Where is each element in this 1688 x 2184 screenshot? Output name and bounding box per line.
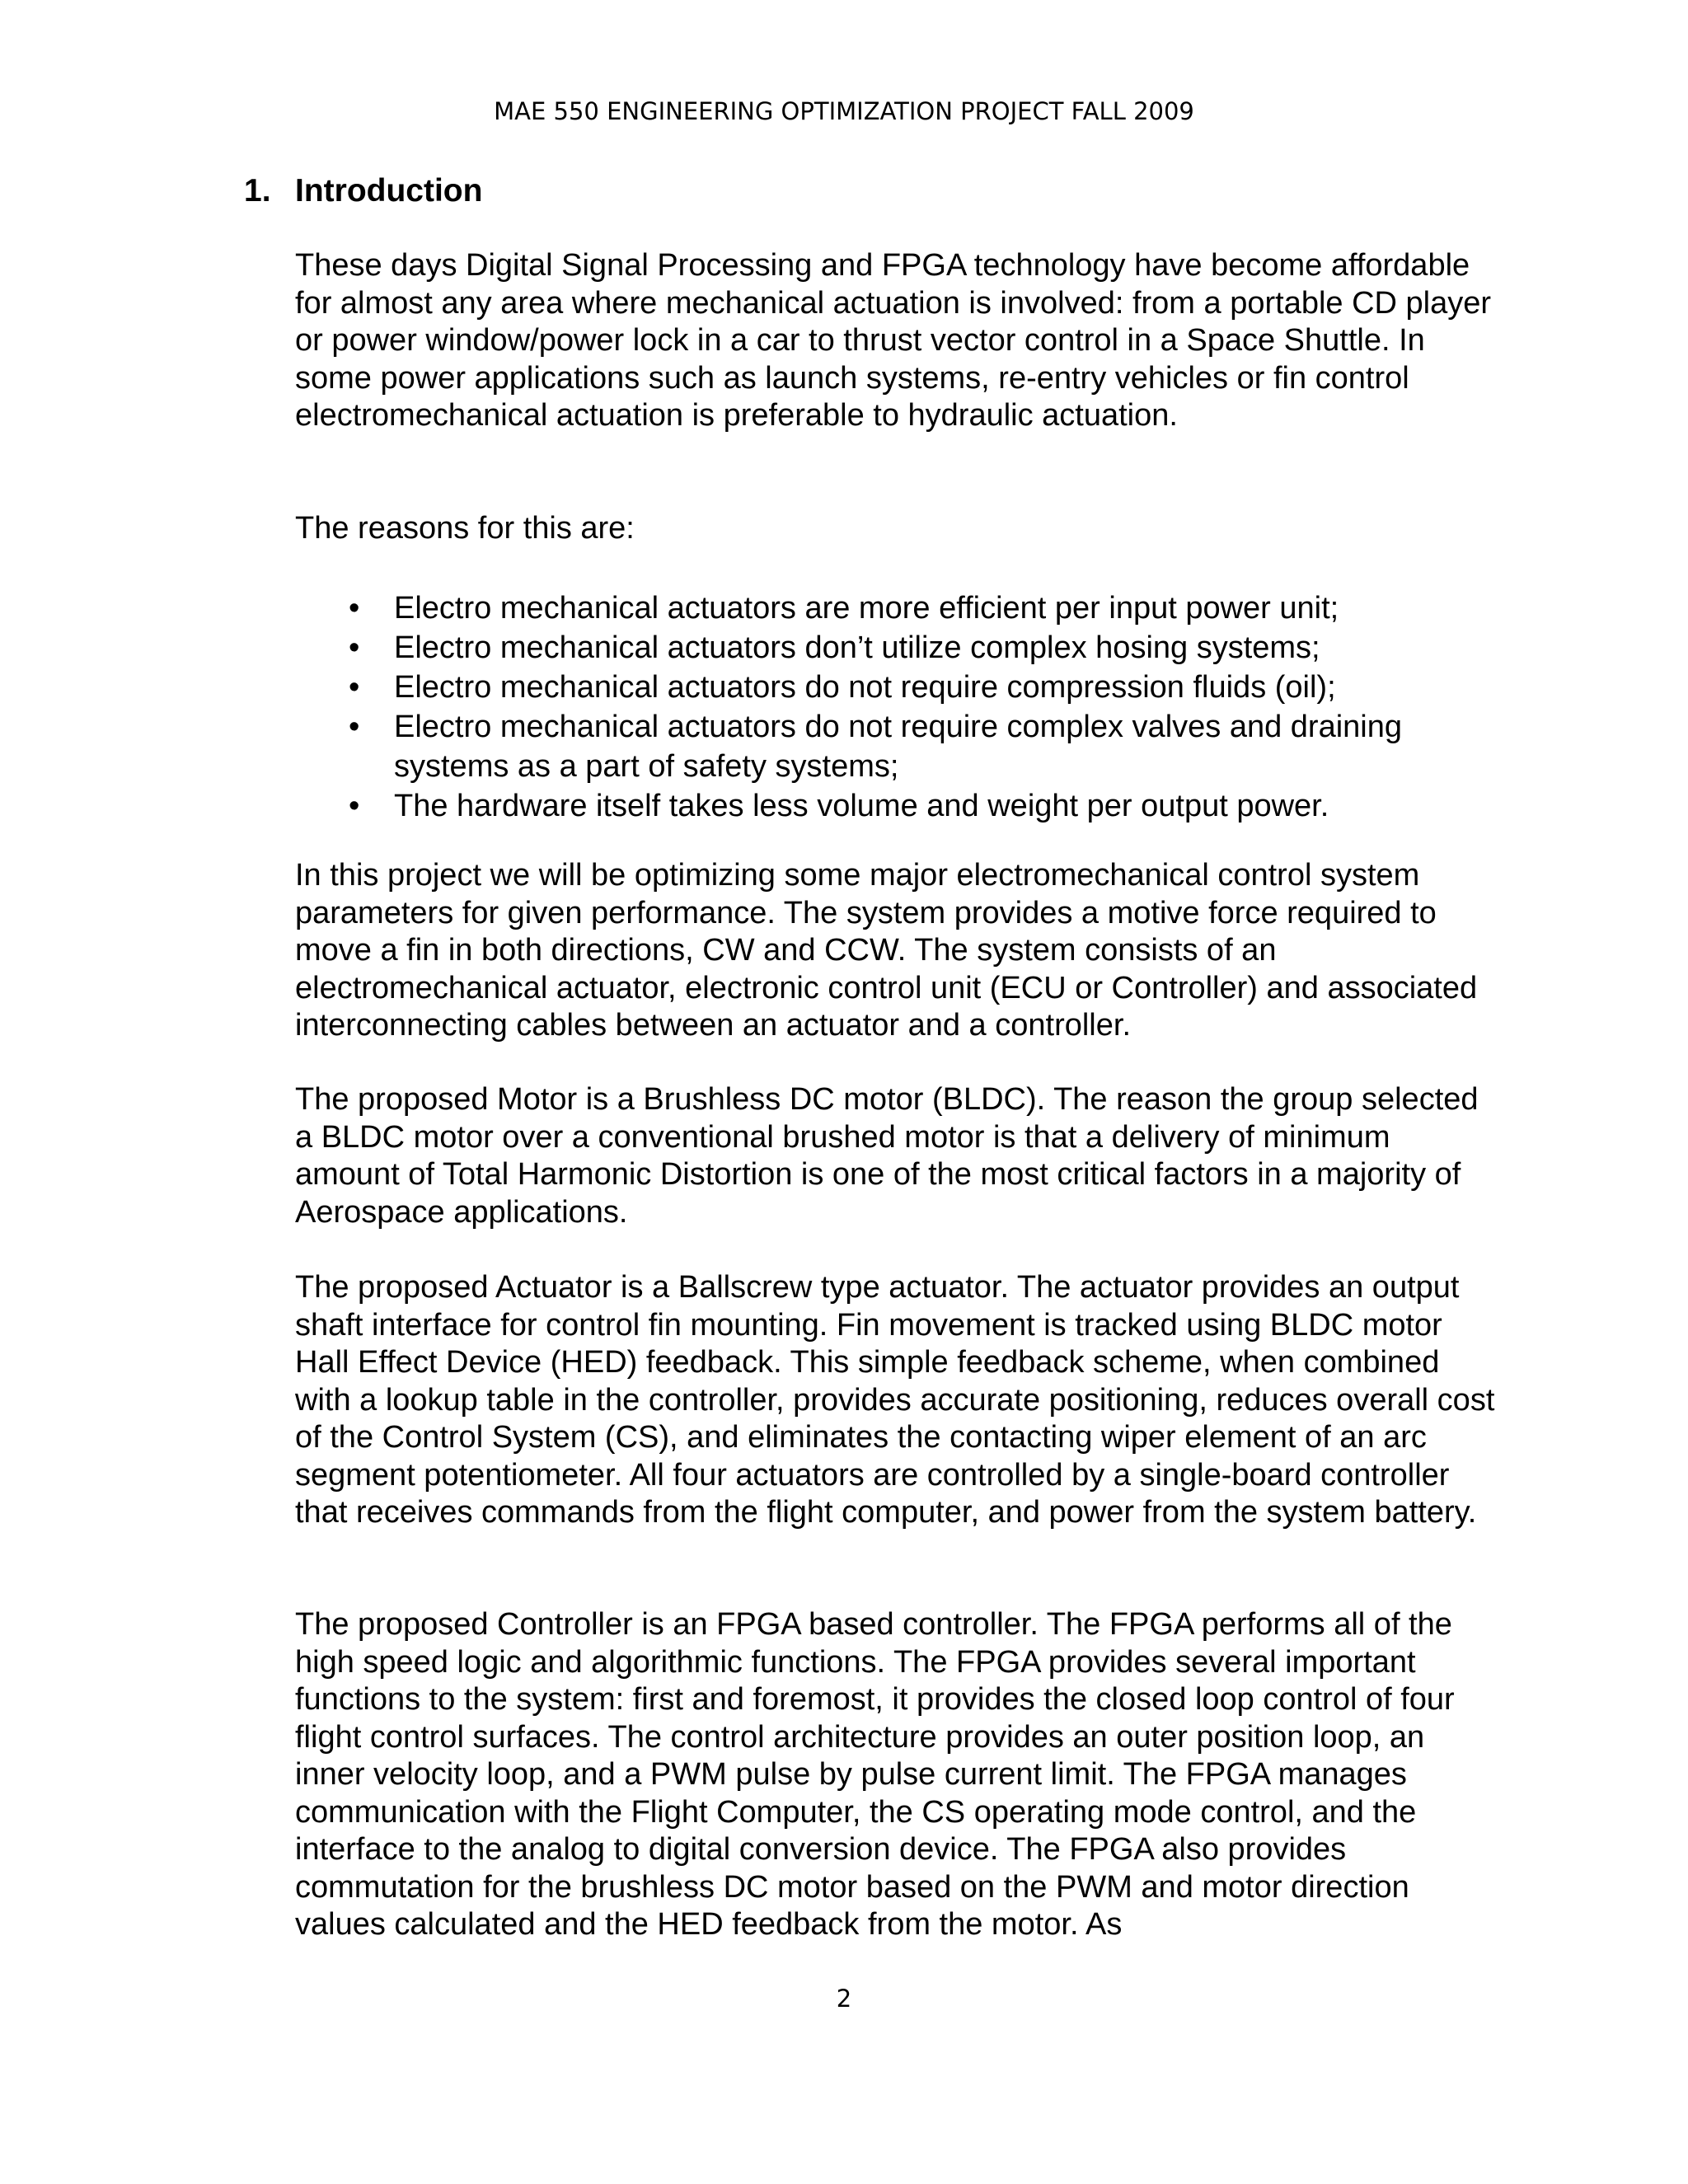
section-title: Introduction (295, 173, 483, 209)
list-item-text: The hardware itself takes less volume and weight per output power. (394, 789, 1329, 823)
bullet-icon: • (349, 670, 360, 705)
list-item-text: Electro mechanical actuators do not require compression fluids (oil); (394, 670, 1336, 705)
bullet-icon: • (349, 789, 360, 823)
list-item-text: Electro mechanical actuators don’t utilize complex hosing systems; (394, 630, 1320, 665)
list-item (295, 668, 1498, 707)
section-number: 1. (244, 173, 271, 209)
motor-paragraph: The proposed Motor is a Brushless DC motor (BLDC). The reason the group selected a BLDC motor over a conventional brushed motor is that a delivery of minimum amount of Total Harmonic Distortion is one of the most critical factors in a majority of Aerospace applications. (295, 1082, 1479, 1230)
intro-paragraph: These days Digital Signal Processing and FPGA technology have become affordable for almost any area where mechanical actuation is involved: from a portable CD player or power window/power lock in a car to thrust vector control in a Space Shuttle. In some power applications such as launch systems, re-entry vehicles or fin control electromechanical actuation is preferable to hydraulic actuation. (295, 248, 1492, 433)
list-item (295, 786, 1498, 826)
section-heading (244, 173, 482, 209)
list-item-text: Electro mechanical actuators do not require complex valves and draining systems as a part of safety systems; (394, 710, 1402, 784)
controller-paragraph: The proposed Controller is an FPGA based controller. The FPGA performs all of the high speed logic and algorithmic functions. The FPGA provides several important functions to the system: first and foremost, it provides the closed loop control of four flight control surfaces. The control architecture provides an outer position loop, an inner velocity loop, and a PWM pulse by pulse current limit. The FPGA manages communication with the Flight Computer, the CS operating mode control, and the interface to the analog to digital conversion device. The FPGA also provides commutation for the brushless DC motor based on the PWM and motor direction values calculated and the HED feedback from the motor. As (295, 1607, 1455, 1942)
reasons-list (295, 588, 1498, 826)
bullet-icon: • (349, 630, 360, 665)
list-item-text: Electro mechanical actuators are more efficient per input power unit; (394, 591, 1339, 626)
actuator-paragraph: The proposed Actuator is a Ballscrew type actuator. The actuator provides an output shaft interface for control fin mounting. Fin movement is tracked using BLDC motor Hall Effect Device (HED) feedback. This simple feedback scheme, when combined with a lookup table in the controller, provides accurate positioning, reduces overall cost of the Control System (CS), and eliminates the contacting wiper element of an arc segment potentiometer. All four actuators are controlled by a single-board controller that receives commands from the flight computer, and power from the system battery. (295, 1270, 1495, 1530)
running-header: MAE 550 ENGINEERING OPTIMIZATION PROJECT FALL 2009 (494, 97, 1194, 125)
page-number: 2 (836, 1985, 852, 2013)
list-item (295, 707, 1498, 786)
bullet-icon: • (349, 591, 360, 626)
list-item (295, 588, 1498, 628)
bullet-icon: • (349, 710, 360, 744)
reasons-lead-in: The reasons for this are: (295, 511, 635, 546)
project-paragraph: In this project we will be optimizing some major electromechanical control system parameters for given performance. The system provides a motive force required to move a fin in both directions, CW and CCW. The system consists of an electromechanical actuator, electronic control unit (ECU or Controller) and associated interconnecting cables between an actuator and a controller. (295, 858, 1478, 1043)
list-item (295, 628, 1498, 668)
